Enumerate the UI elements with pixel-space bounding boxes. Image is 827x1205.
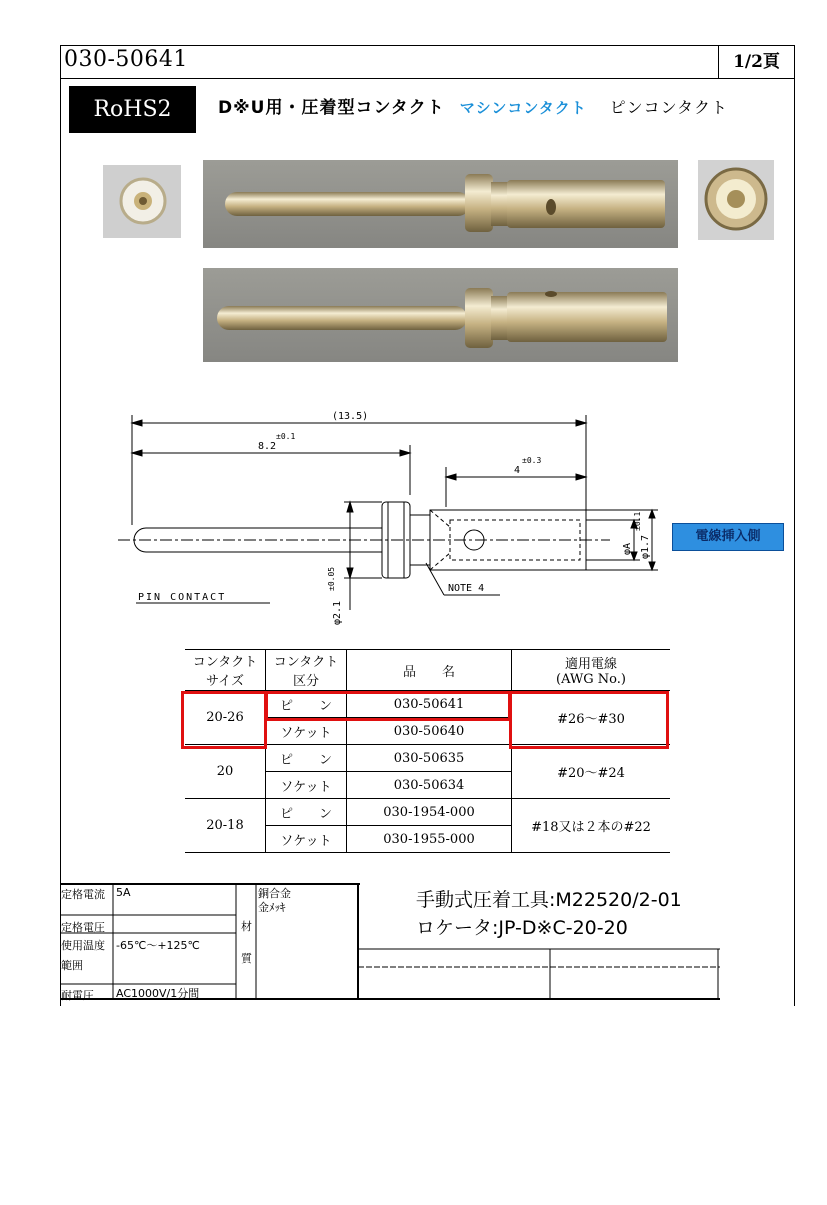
cell-kind: ピ ン <box>266 745 347 772</box>
locator: ロケータ:JP-D※C-20-20 <box>416 917 628 939</box>
highlight-part <box>265 691 511 721</box>
cell-part: 030-1954-000 <box>347 799 512 826</box>
doc-number: 030-50641 <box>64 47 188 72</box>
pin-photo-bottom <box>203 268 678 362</box>
th-wire-1: 適用電線 <box>564 657 617 672</box>
cell-wire: #18又は２本の#22 <box>512 799 671 853</box>
cell-part: 030-50641 <box>347 691 512 718</box>
cell-wire: #26～#30 <box>512 691 671 745</box>
title-type: ピンコンタクト <box>609 98 729 117</box>
dim-8-2: 8.2 <box>258 441 277 452</box>
dim-tol-0-3: ±0.3 <box>522 456 542 465</box>
cell-kind: ピ ン <box>266 799 347 826</box>
material-value-2: 金ﾒｯｷ <box>258 901 286 914</box>
header-row <box>60 45 794 79</box>
dim-dia-2-1: φ2.1 <box>332 600 343 625</box>
rated-current-value: 5A <box>116 886 131 899</box>
cell-kind: ソケット <box>266 826 347 853</box>
dim-dia-a: φA <box>622 542 633 555</box>
material-label-2: 質 <box>241 952 252 965</box>
dim-tol-0-1b: ±0.1 <box>633 511 642 531</box>
side-photo-top <box>203 160 678 248</box>
th-size-2: サイズ <box>206 674 244 689</box>
rohs-badge: RoHS2 <box>69 86 196 133</box>
temp-value: -65℃～+125℃ <box>116 939 200 952</box>
th-kind <box>266 650 347 691</box>
pin-contact-label: PIN CONTACT <box>138 592 227 603</box>
th-size <box>185 650 266 691</box>
dim-tol-0-1: ±0.1 <box>276 432 296 441</box>
cell-part: 030-1955-000 <box>347 826 512 853</box>
dim-overall: (13.5) <box>332 411 369 422</box>
rear-end-photo <box>698 160 774 240</box>
th-kind-2: 区分 <box>292 674 319 689</box>
title-machine: マシンコンタクト <box>459 99 587 117</box>
cell-part: 030-50634 <box>347 772 512 799</box>
th-size-1: コンタクト <box>192 655 258 670</box>
dim-dia-1-7: φ1.7 <box>640 534 651 559</box>
cell-size: 20-26 <box>185 691 266 745</box>
page-indicator: 1/2頁 <box>718 45 794 78</box>
material-value-1: 銅合金 <box>258 887 291 900</box>
side-photo-bottom <box>203 268 678 362</box>
title-main: D※U用・圧着型コンタクト <box>218 98 445 118</box>
table-row <box>185 799 670 826</box>
cell-kind: ソケット <box>266 718 347 745</box>
drawing-labels <box>138 411 651 625</box>
highlight-wire <box>509 691 669 749</box>
drawing-lines <box>118 415 658 610</box>
highlight-size <box>181 691 267 749</box>
rated-current-label: 定格電流 <box>61 888 105 901</box>
dim-tol-0-05: ±0.05 <box>327 566 336 591</box>
th-kind-1: コンタクト <box>273 655 339 670</box>
tool-info <box>416 886 682 942</box>
product-title <box>218 93 728 118</box>
withstand-label: 耐電圧 <box>61 989 94 1002</box>
cell-part: 030-50640 <box>347 718 512 745</box>
cell-kind: ピ ン <box>266 691 347 718</box>
rear-end-image <box>698 160 774 240</box>
withstand-value: AC1000V/1分間 <box>116 987 200 1000</box>
th-wire <box>512 650 671 691</box>
temp-label-2: 範囲 <box>61 959 83 972</box>
dim-4: 4 <box>514 465 521 476</box>
temp-label-1: 使用温度 <box>61 939 105 952</box>
crimp-tool: 手動式圧着工具:M22520/2-01 <box>416 889 682 911</box>
cell-size: 20 <box>185 745 266 799</box>
note-label: NOTE 4 <box>448 583 485 594</box>
material-label-1: 材 <box>241 920 252 933</box>
cell-size: 20-18 <box>185 799 266 853</box>
cell-wire: #20～#24 <box>512 745 671 799</box>
cell-part: 030-50635 <box>347 745 512 772</box>
rated-voltage-label: 定格電圧 <box>61 921 105 934</box>
th-part: 品 名 <box>347 650 512 691</box>
technical-drawing <box>110 395 810 635</box>
pin-photo-top <box>203 160 678 248</box>
contact-table <box>185 649 670 853</box>
wire-entry-badge: 電線挿入側 <box>672 523 784 551</box>
table-header <box>185 650 670 691</box>
cell-kind: ソケット <box>266 772 347 799</box>
front-end-image <box>103 165 181 238</box>
th-wire-2: (AWG No.) <box>556 672 626 687</box>
front-end-photo <box>103 165 181 238</box>
